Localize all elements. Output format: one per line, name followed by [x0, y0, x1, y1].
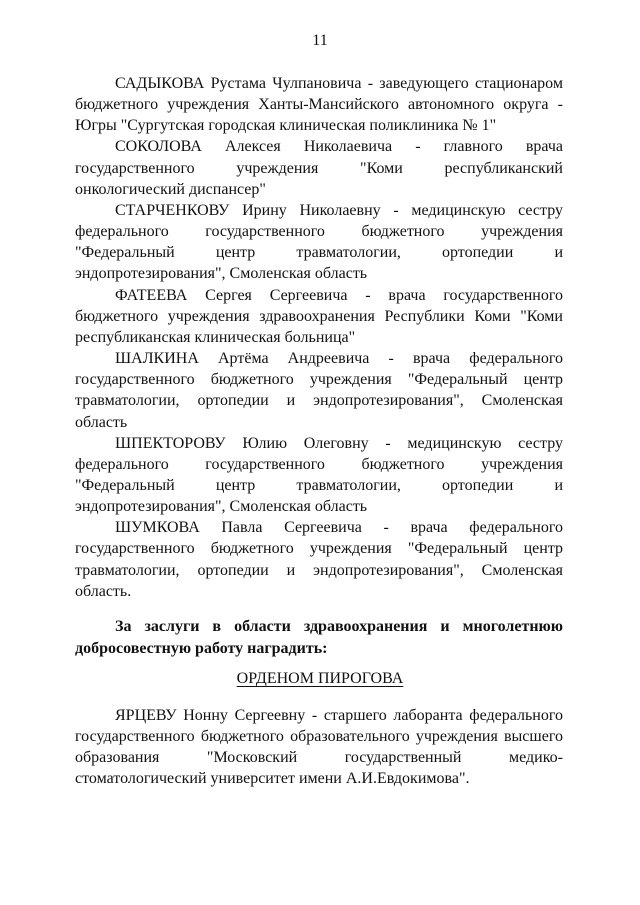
- award-entry: ШУМКОВА Павла Сергеевича - врача федерального государственного бюджетного учреждения "Федеральный центр травматологии, ортопедии и эндопротезирования", Смоленская область.: [75, 519, 563, 600]
- award-entry: ФАТЕЕВА Сергея Сергеевича - врача государственного бюджетного учреждения здравоохранения Республики Коми "Коми республиканская клиническая больница": [75, 286, 563, 346]
- award-entry: СОКОЛОВА Алексея Николаевича - главного врача государственного учреждения "Коми республиканский онкологический диспансер": [75, 138, 563, 198]
- page-number: 11: [312, 32, 328, 49]
- award-list: [75, 73, 563, 602]
- award-entry: СТАРЧЕНКОВУ Ирину Николаевну - медицинскую сестру федерального государственного бюджетного учреждения "Федеральный центр травматологии, ортопедии и эндопротезирования", Смоленская область: [75, 201, 563, 283]
- award-entry: ШАЛКИНА Артёма Андреевича - врача федерального государственного бюджетного учреждения "Федеральный центр травматологии, ортопедии и эндопротезирования", Смоленская область: [75, 350, 563, 431]
- award-recipient: ЯРЦЕВУ Нонну Сергеевну - старшего лаборанта федерального государственного бюджетного образовательного учреждения высшего образования "Московский государственный медико-стоматологический университет имени А.И.Евдокимова".: [75, 707, 563, 788]
- award-entry: ШПЕКТОРОВУ Юлию Олеговну - медицинскую сестру федерального государственного бюджетного учреждения "Федеральный центр травматологии, ортопедии и эндопротезирования", Смоленская область: [75, 434, 563, 516]
- section-heading: За заслуги в области здравоохранения и многолетнюю добросовестную работу наградить:: [75, 618, 563, 657]
- order-title: ОРДЕНОМ ПИРОГОВА: [236, 670, 404, 687]
- order-title-wrap: [0, 669, 640, 689]
- award-entry: САДЫКОВА Рустама Чулпановича - заведующего стационаром бюджетного учреждения Ханты-Мансийского автономного округа - Югры "Сургутская городская клиническая поликлиника № 1": [75, 75, 563, 135]
